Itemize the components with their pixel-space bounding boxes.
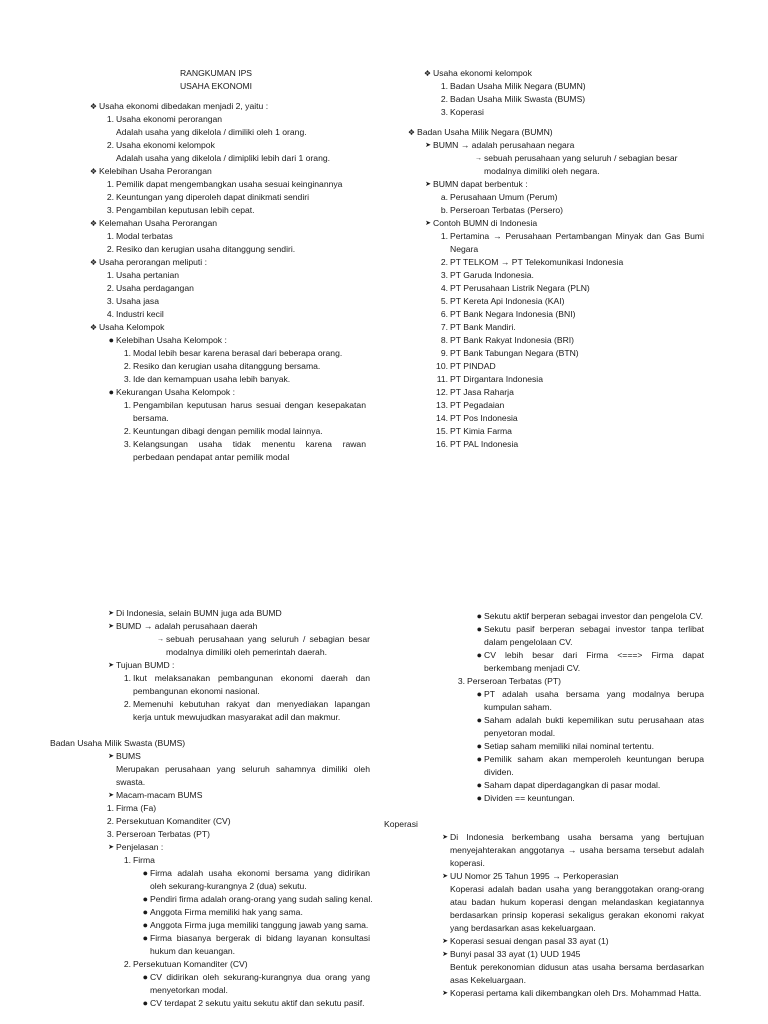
text-line: [50, 737, 370, 750]
diamond-bullet-icon: ❖: [89, 102, 97, 111]
diamond-bullet-icon: ❖: [423, 69, 431, 78]
line-text: Adalah usaha yang dikelola / dimipliki lebih dari 1 orang.: [116, 153, 331, 163]
line-text: Pertamina → Perusahaan Pertambangan Minyak dan Gas Bumi Negara: [450, 231, 704, 254]
dot-bullet-icon: ●: [476, 650, 482, 660]
dot-bullet-icon: ●: [142, 907, 148, 917]
list-number: 4.: [106, 309, 114, 319]
line-text: USAHA EKONOMI: [179, 81, 253, 91]
line-text: Modal lebih besar karena berasal dari beberapa orang.: [133, 348, 343, 358]
line-text: UU Nomor 25 Tahun 1995 → Perkoperasian: [450, 871, 619, 881]
column-2: [400, 67, 704, 451]
text-line: [457, 675, 704, 688]
line-text: PT Pos Indonesia: [450, 413, 518, 423]
line-text: Badan Usaha Milik Negara (BUMN): [450, 81, 586, 91]
arrowhead-bullet-icon: ➤: [108, 792, 114, 799]
dot-bullet-icon: ●: [142, 920, 148, 930]
text-line: [440, 334, 704, 347]
text-line: [476, 649, 704, 675]
dot-bullet-icon: ●: [476, 715, 482, 725]
line-text: Sekutu aktif berperan sebagai investor dan pengelola CV.: [484, 611, 703, 621]
list-number: 2.: [106, 244, 114, 254]
line-text: Pengambilan keputusan harus sesuai dengan kesepakatan bersama.: [133, 400, 366, 423]
diamond-bullet-icon: ❖: [89, 219, 97, 228]
line-text: Resiko dan kerugian usaha ditanggung bersama.: [133, 361, 321, 371]
line-text: Usaha ekonomi perorangan: [116, 114, 223, 124]
list-number: a.: [440, 192, 448, 202]
line-text: Macam-macam BUMS: [116, 790, 203, 800]
list-number: 15.: [436, 426, 448, 436]
line-text: Modal terbatas: [116, 231, 173, 241]
text-line: [108, 607, 370, 620]
text-line: [108, 659, 370, 672]
line-text: CV lebih besar dari Firma <===> Firma dapat berkembang menjadi CV.: [484, 650, 704, 673]
line-text: Perusahaan Umum (Perum): [450, 192, 558, 202]
line-text: Keuntungan yang diperoleh dapat dinikmati sendiri: [116, 192, 310, 202]
text-line: [106, 178, 366, 191]
text-line: [108, 750, 370, 763]
dot-bullet-icon: ●: [476, 793, 482, 803]
text-line: [123, 438, 366, 464]
text-line: [442, 987, 704, 1000]
list-number: 1.: [123, 348, 131, 358]
text-line: [89, 321, 366, 334]
line-text: Badan Usaha Milik Swasta (BUMS): [450, 94, 586, 104]
text-line: [89, 100, 366, 113]
line-text: Industri kecil: [116, 309, 164, 319]
line-text: Usaha ekonomi kelompok: [433, 68, 532, 78]
arrowhead-bullet-icon: ➤: [108, 662, 114, 669]
line-text: CV terdapat 2 sekutu yaitu sekutu aktif dan sekutu pasif.: [150, 998, 365, 1008]
spacer: [66, 724, 370, 737]
arrowhead-bullet-icon: ➤: [108, 753, 114, 760]
arrowhead-bullet-icon: ➤: [108, 623, 114, 630]
list-number: 1.: [106, 231, 114, 241]
dot-bullet-icon: ●: [476, 754, 482, 764]
list-number: 5.: [440, 296, 448, 306]
line-text: Memenuhi kebutuhan rakyat dan menyediakan lapangan kerja untuk mewujudkan masyarakat adil dan makmur.: [133, 699, 370, 722]
line-text: PT Bank Negara Indonesia (BNI): [450, 309, 576, 319]
list-number: 1.: [123, 855, 131, 865]
line-text: Kelebihan Usaha Perorangan: [99, 166, 212, 176]
text-line: [476, 792, 704, 805]
text-line: [436, 399, 704, 412]
list-number: 1.: [123, 400, 131, 410]
list-number: 1.: [106, 803, 114, 813]
line-text: PT Bank Rakyat Indonesia (BRI): [450, 335, 575, 345]
line-text: Pemilik saham akan memperoleh keuntungan berupa dividen.: [484, 754, 704, 777]
text-line: [116, 152, 366, 165]
line-text: Kekurangan Usaha Kelompok :: [116, 387, 235, 397]
line-text: PT PAL Indonesia: [450, 439, 519, 449]
spacer: [400, 119, 704, 126]
text-line: [440, 321, 704, 334]
text-line: [142, 997, 370, 1010]
text-line: [442, 935, 704, 948]
list-number: 2.: [106, 192, 114, 202]
text-line: [142, 919, 370, 932]
text-line: [440, 295, 704, 308]
dot-bullet-icon: ●: [476, 741, 482, 751]
text-line: [476, 740, 704, 753]
text-line: [106, 191, 366, 204]
list-number: 3.: [106, 296, 114, 306]
text-line: [106, 295, 366, 308]
list-number: 12.: [436, 387, 448, 397]
dot-bullet-icon: ●: [476, 780, 482, 790]
line-text: PT TELKOM → PT Telekomunikasi Indonesia: [450, 257, 624, 267]
text-line: [436, 425, 704, 438]
text-line: [450, 883, 704, 935]
column-3: [50, 607, 373, 1010]
arrowhead-bullet-icon: ➤: [425, 181, 431, 188]
text-line: [476, 779, 704, 792]
list-number: 3.: [440, 270, 448, 280]
line-text: Usaha perorangan meliputi :: [99, 257, 207, 267]
text-line: [440, 230, 704, 256]
text-line: [106, 230, 366, 243]
text-line: [108, 789, 370, 802]
spacer: [400, 805, 704, 818]
text-line: [440, 204, 704, 217]
text-line: [106, 243, 366, 256]
text-line: [484, 165, 704, 178]
text-line: [425, 217, 704, 230]
text-line: [425, 178, 704, 191]
diamond-bullet-icon: ❖: [89, 258, 97, 267]
text-line: [440, 80, 704, 93]
list-number: 1.: [106, 270, 114, 280]
arrowhead-bullet-icon: ➤: [108, 844, 114, 851]
line-text: PT Kimia Farma: [450, 426, 512, 436]
line-text: Adalah usaha yang dikelola / dimiliki oleh 1 orang.: [116, 127, 307, 137]
line-text: Pendiri firma adalah orang-orang yang sudah saling kenal.: [150, 894, 373, 904]
list-number: 1.: [106, 114, 114, 124]
list-number: 2.: [440, 94, 448, 104]
list-number: b.: [440, 205, 448, 215]
text-line: [475, 152, 704, 165]
line-text: Usaha jasa: [116, 296, 159, 306]
line-text: PT Bank Tabungan Negara (BTN): [450, 348, 579, 358]
list-number: 3.: [440, 107, 448, 117]
dot-bullet-icon: ●: [142, 998, 148, 1008]
diamond-bullet-icon: ❖: [89, 167, 97, 176]
arrowhead-bullet-icon: ➤: [442, 938, 448, 945]
document-title: [66, 80, 366, 93]
line-text: Dividen == keuntungan.: [484, 793, 575, 803]
line-text: Badan Usaha Milik Negara (BUMN): [417, 127, 553, 137]
text-line: [384, 818, 704, 831]
arrowhead-bullet-icon: ➤: [442, 990, 448, 997]
line-text: PT Bank Mandiri.: [450, 322, 516, 332]
dot-bullet-icon: ●: [108, 387, 114, 397]
arrowhead-bullet-icon: ➤: [425, 220, 431, 227]
line-text: PT Kereta Api Indonesia (KAI): [450, 296, 565, 306]
text-line: [106, 815, 370, 828]
dot-bullet-icon: ●: [476, 611, 482, 621]
dot-bullet-icon: ●: [142, 868, 148, 878]
text-line: [142, 971, 370, 997]
list-number: 9.: [440, 348, 448, 358]
line-text: modalnya dimiliki oleh negara.: [484, 166, 600, 176]
text-line: [440, 191, 704, 204]
text-line: [450, 961, 704, 987]
line-text: Saham adalah bukti kepemilikan sutu perusahaan atas penyetoran modal.: [484, 715, 704, 738]
text-line: [442, 831, 704, 870]
line-text: BUMN dapat berbentuk :: [433, 179, 528, 189]
text-line: [436, 386, 704, 399]
text-line: [106, 204, 366, 217]
list-number: 1.: [123, 673, 131, 683]
text-line: [123, 347, 366, 360]
line-text: CV didirikan oleh sekurang-kurangnya dua orang yang menyetorkan modal.: [150, 972, 370, 995]
text-line: [442, 870, 704, 883]
arrowhead-bullet-icon: ➤: [442, 834, 448, 841]
line-text: PT Pegadaian: [450, 400, 505, 410]
text-line: [116, 763, 370, 789]
line-text: Koperasi sesuai dengan pasal 33 ayat (1): [450, 936, 609, 946]
line-text: PT PINDAD: [450, 361, 496, 371]
list-number: 10.: [436, 361, 448, 371]
line-text: Setiap saham memiliki nilai nominal tertentu.: [484, 741, 655, 751]
list-number: 3.: [123, 374, 131, 384]
arrow-bullet-icon: →: [475, 155, 482, 162]
text-line: [157, 633, 370, 659]
list-number: 13.: [436, 400, 448, 410]
text-line: [89, 217, 366, 230]
line-text: Di Indonesia berkembang usaha bersama yang bertujuan menyejahterakan anggotanya → usaha bersama tersebut adalah koperasi.: [450, 832, 704, 868]
line-text: Koperasi adalah badan usaha yang beranggotakan orang-orang atau badan hukum koperasi dengan melandaskan kegiatannya berdasarkan prinsip koperasi sekaligus gerakan ekonomi rakyat yang berdasarkan asas kekeluargaan.: [450, 884, 704, 933]
list-number: 2.: [106, 140, 114, 150]
text-line: [440, 269, 704, 282]
text-line: [476, 610, 704, 623]
line-text: Usaha pertanian: [116, 270, 180, 280]
line-text: PT Perusahaan Listrik Negara (PLN): [450, 283, 590, 293]
text-line: [108, 620, 370, 633]
text-line: [106, 113, 366, 126]
line-text: BUMD → adalah perusahaan daerah: [116, 621, 258, 631]
line-text: Ide dan kemampuan usaha lebih banyak.: [133, 374, 291, 384]
line-text: Tujuan BUMD :: [116, 660, 175, 670]
line-text: BUMS: [116, 751, 141, 761]
arrowhead-bullet-icon: ➤: [442, 951, 448, 958]
line-text: Merupakan perusahaan yang seluruh sahamnya dimiliki oleh swasta.: [116, 764, 370, 787]
text-line: [108, 841, 370, 854]
list-number: 2.: [123, 361, 131, 371]
line-text: Anggota Firma memiliki hak yang sama.: [150, 907, 303, 917]
line-text: Firma: [133, 855, 155, 865]
list-number: 8.: [440, 335, 448, 345]
line-text: Kelebihan Usaha Kelompok :: [116, 335, 227, 345]
text-line: [123, 399, 366, 425]
line-text: Koperasi: [384, 819, 418, 829]
line-text: Koperasi: [450, 107, 484, 117]
list-number: 14.: [436, 413, 448, 423]
list-number: 3.: [457, 676, 465, 686]
text-line: [123, 958, 370, 971]
text-line: [476, 753, 704, 779]
line-text: Persekutuan Komanditer (CV): [133, 959, 248, 969]
text-line: [123, 698, 370, 724]
line-text: Pemilik dapat mengembangkan usaha sesuai keinginannya: [116, 179, 343, 189]
line-text: PT Jasa Raharja: [450, 387, 514, 397]
text-line: [440, 256, 704, 269]
line-text: Saham dapat diperdagangkan di pasar modal.: [484, 780, 661, 790]
line-text: Firma adalah usaha ekonomi bersama yang didirikan oleh sekurang-kurangnya 2 (dua) sekutu.: [150, 868, 370, 891]
list-number: 2.: [123, 959, 131, 969]
dot-bullet-icon: ●: [142, 972, 148, 982]
list-number: 6.: [440, 309, 448, 319]
list-number: 3.: [106, 829, 114, 839]
arrowhead-bullet-icon: ➤: [108, 610, 114, 617]
list-number: 7.: [440, 322, 448, 332]
text-line: [116, 126, 366, 139]
text-line: [142, 906, 370, 919]
text-line: [106, 282, 366, 295]
text-line: [440, 347, 704, 360]
line-text: Usaha perdagangan: [116, 283, 194, 293]
text-line: [436, 438, 704, 451]
text-line: [106, 828, 370, 841]
text-line: [123, 373, 366, 386]
text-line: [142, 893, 373, 906]
line-text: RANGKUMAN IPS: [179, 68, 253, 78]
text-line: [440, 308, 704, 321]
dot-bullet-icon: ●: [476, 689, 482, 699]
line-text: Pengambilan keputusan lebih cepat.: [116, 205, 255, 215]
list-number: 2.: [106, 816, 114, 826]
text-line: [106, 139, 366, 152]
list-number: 2.: [440, 257, 448, 267]
dot-bullet-icon: ●: [142, 933, 148, 943]
diamond-bullet-icon: ❖: [407, 128, 415, 137]
line-text: BUMN → adalah perusahaan negara: [433, 140, 575, 150]
text-line: [108, 334, 366, 347]
list-number: 1.: [440, 231, 448, 241]
line-text: PT adalah usaha bersama yang modalnya berupa kumpulan saham.: [484, 689, 704, 712]
text-line: [436, 412, 704, 425]
text-line: [440, 282, 704, 295]
line-text: Kelangsungan usaha tidak menentu karena rawan perbedaan pendapat antar pemilik modal: [133, 439, 366, 462]
line-text: Perseroan Terbatas (Persero): [450, 205, 564, 215]
line-text: Keuntungan dibagi dengan pemilik modal lainnya.: [133, 426, 323, 436]
text-line: [436, 360, 704, 373]
dot-bullet-icon: ●: [108, 335, 114, 345]
list-number: 1.: [106, 179, 114, 189]
line-text: sebuah perusahaan yang seluruh / sebagian besar: [484, 153, 678, 163]
text-line: [123, 425, 366, 438]
arrowhead-bullet-icon: ➤: [425, 142, 431, 149]
spacer: [66, 93, 366, 100]
line-text: Usaha Kelompok: [99, 322, 165, 332]
text-line: [106, 308, 366, 321]
list-number: 11.: [436, 374, 448, 384]
column-4: [384, 610, 704, 1000]
text-line: [106, 269, 366, 282]
line-text: Sekutu pasif berperan sebagai investor tanpa terlibat dalam pengelolaan CV.: [484, 624, 704, 647]
text-line: [440, 93, 704, 106]
line-text: Perseroan Terbatas (PT): [116, 829, 210, 839]
list-number: 2.: [106, 283, 114, 293]
line-text: Perseroan Terbatas (PT): [467, 676, 561, 686]
text-line: [476, 688, 704, 714]
document-title: [66, 67, 366, 80]
line-text: Di Indonesia, selain BUMN juga ada BUMD: [116, 608, 282, 618]
text-line: [123, 360, 366, 373]
line-text: Firma biasanya bergerak di bidang layanan konsultasi hukum dan keuangan.: [150, 933, 370, 956]
line-text: Resiko dan kerugian usaha ditanggung sendiri.: [116, 244, 296, 254]
line-text: Firma (Fa): [116, 803, 157, 813]
line-text: Contoh BUMN di Indonesia: [433, 218, 538, 228]
line-text: Anggota Firma juga memiliki tanggung jawab yang sama.: [150, 920, 369, 930]
text-line: [108, 386, 366, 399]
text-line: [476, 623, 704, 649]
text-line: [106, 802, 370, 815]
line-text: PT Dirgantara Indonesia: [450, 374, 543, 384]
line-text: sebuah perusahaan yang seluruh / sebagian besar modalnya dimiliki oleh pemerintah daerah.: [166, 634, 370, 657]
list-number: 3.: [106, 205, 114, 215]
line-text: Penjelasan :: [116, 842, 164, 852]
line-text: Usaha ekonomi dibedakan menjadi 2, yaitu :: [99, 101, 269, 111]
arrowhead-bullet-icon: ➤: [442, 873, 448, 880]
text-line: [407, 126, 704, 139]
text-line: [476, 714, 704, 740]
text-line: [440, 106, 704, 119]
text-line: [89, 165, 366, 178]
line-text: Bunyi pasal 33 ayat (1) UUD 1945: [450, 949, 581, 959]
dot-bullet-icon: ●: [476, 624, 482, 634]
list-number: 4.: [440, 283, 448, 293]
text-line: [423, 67, 704, 80]
text-line: [89, 256, 366, 269]
text-line: [142, 932, 370, 958]
line-text: Persekutuan Komanditer (CV): [116, 816, 231, 826]
arrow-bullet-icon: →: [157, 636, 164, 643]
list-number: 3.: [123, 439, 131, 449]
line-text: Kelemahan Usaha Perorangan: [99, 218, 218, 228]
list-number: 2.: [123, 426, 131, 436]
list-number: 2.: [123, 699, 131, 709]
text-line: [436, 373, 704, 386]
line-text: Bentuk perekonomian didusun atas usaha bersama berdasarkan asas Kekeluargaan.: [450, 962, 704, 985]
list-number: 16.: [436, 439, 448, 449]
text-line: [425, 139, 704, 152]
dot-bullet-icon: ●: [142, 894, 148, 904]
list-number: 1.: [440, 81, 448, 91]
line-text: Ikut melaksanakan pembangunan ekonomi daerah dan pembangunan ekonomi nasional.: [133, 673, 370, 696]
column-1: [66, 67, 366, 464]
text-line: [123, 854, 370, 867]
line-text: Koperasi pertama kali dikembangkan oleh Drs. Mohammad Hatta.: [450, 988, 702, 998]
diamond-bullet-icon: ❖: [89, 323, 97, 332]
line-text: Badan Usaha Milik Swasta (BUMS): [50, 738, 186, 748]
text-line: [442, 948, 704, 961]
text-line: [123, 672, 370, 698]
text-line: [142, 867, 370, 893]
line-text: Usaha ekonomi kelompok: [116, 140, 215, 150]
line-text: PT Garuda Indonesia.: [450, 270, 534, 280]
